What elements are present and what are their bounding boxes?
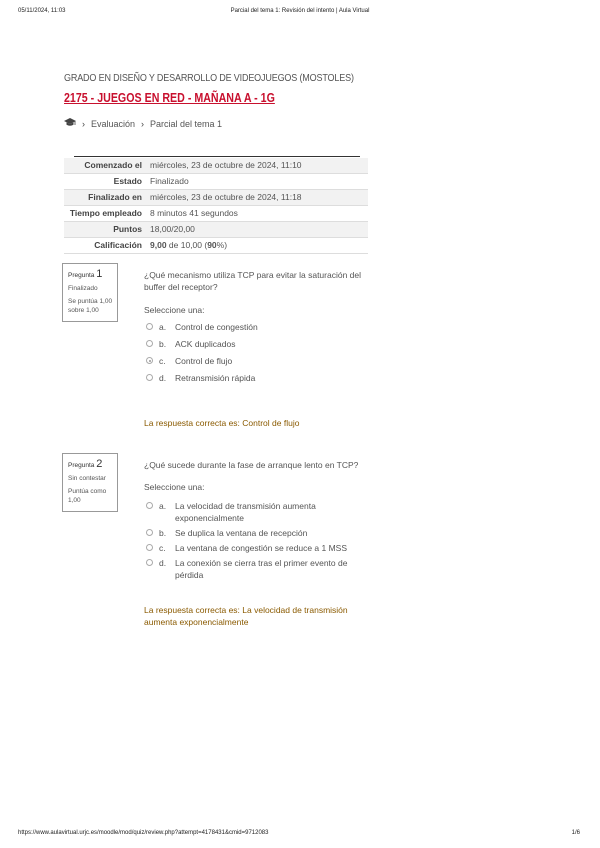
question-prompt-1: Seleccione una:: [144, 305, 205, 315]
summary-row-finished: [64, 190, 368, 206]
answer-option[interactable]: d. Retransmisión rápida: [146, 372, 366, 384]
question-label: Pregunta: [68, 462, 95, 469]
grade-score: 9,00: [150, 240, 167, 250]
correct-answer-feedback-1: La respuesta correcta es: Control de flujo: [144, 418, 300, 428]
radio-button[interactable]: [146, 529, 153, 536]
print-url: https://www.aulavirtual.urjc.es/moodle/mod/quiz/review.php?attempt=4178431&cmid=9712083: [18, 830, 269, 836]
question-info-2: [62, 453, 118, 512]
question-prompt-2: Seleccione una:: [144, 482, 205, 492]
answer-option[interactable]: d. La conexión se cierra tras el primer evento de pérdida: [146, 557, 366, 581]
grade-percent: 90: [207, 240, 217, 250]
question-status: Finalizado: [68, 285, 98, 292]
grade-suffix: %): [216, 240, 228, 250]
question-label: Pregunta: [68, 272, 95, 279]
radio-button[interactable]: [146, 374, 153, 381]
summary-label: Comenzado el: [84, 160, 142, 170]
chevron-right-icon: ›: [141, 118, 145, 129]
print-datetime: 05/11/2024, 11:03: [18, 8, 66, 14]
question-number: 2: [96, 458, 103, 470]
question-score: Puntúa como 1,00: [68, 488, 107, 504]
summary-row-points: [64, 222, 368, 238]
breadcrumb: [64, 118, 222, 129]
summary-row-grade: [64, 238, 368, 254]
summary-row-state: [64, 174, 368, 190]
answer-option-selected[interactable]: c. Control de flujo: [146, 355, 366, 367]
answer-option[interactable]: a. Control de congestión: [146, 321, 366, 333]
question-text-1: ¿Qué mecanismo utiliza TCP para evitar la saturación del buffer del receptor?: [144, 270, 362, 292]
chevron-right-icon: ›: [82, 118, 85, 129]
summary-label: Estado: [113, 176, 142, 186]
graduation-cap-icon[interactable]: [64, 118, 76, 129]
radio-button[interactable]: [146, 559, 153, 566]
question-score: Se puntúa 1,00 sobre 1,00: [68, 298, 113, 314]
course-category[interactable]: GRADO EN DISEÑO Y DESARROLLO DE VIDEOJUEGOS (MOSTOLES): [64, 72, 354, 84]
print-page-title: Parcial del tema 1: Revisión del intento | Aula Virtual: [230, 8, 370, 14]
breadcrumb-item-evaluacion[interactable]: Evaluación: [91, 118, 136, 129]
summary-value: 8 minutos 41 segundos: [150, 208, 238, 218]
summary-row-started: [64, 158, 368, 174]
correct-answer-feedback-2: La respuesta correcta es: La velocidad de transmisión aumenta exponencialmente: [144, 605, 348, 627]
question-info-1: [62, 263, 118, 322]
summary-value: miércoles, 23 de octubre de 2024, 11:18: [150, 192, 302, 202]
radio-button-checked[interactable]: [146, 357, 153, 364]
question-number: 1: [96, 268, 103, 280]
answer-option[interactable]: c. La ventana de congestión se reduce a 1 MSS: [146, 542, 366, 554]
course-title-link[interactable]: 2175 - JUEGOS EN RED - MAÑANA A - 1G: [64, 90, 275, 105]
answer-list-1: [146, 321, 366, 389]
radio-button[interactable]: [146, 323, 153, 330]
summary-value: 18,00/20,00: [150, 224, 195, 234]
summary-label: Finalizado en: [88, 192, 142, 202]
radio-button[interactable]: [146, 340, 153, 347]
question-text-2: ¿Qué sucede durante la fase de arranque lento en TCP?: [144, 460, 359, 470]
summary-label: Tiempo empleado: [69, 208, 142, 218]
radio-button[interactable]: [146, 502, 153, 509]
grade-text: de 10,00 (: [168, 240, 208, 250]
summary-value: miércoles, 23 de octubre de 2024, 11:10: [150, 160, 302, 170]
answer-option[interactable]: a. La velocidad de transmisión aumenta exponencialmente: [146, 500, 366, 524]
answer-list-2: [146, 500, 366, 584]
print-page-number: 1/6: [571, 830, 580, 836]
summary-value: [146, 238, 368, 254]
summary-row-time: [64, 206, 368, 222]
summary-value: Finalizado: [150, 176, 189, 186]
question-status: Sin contestar: [68, 475, 106, 482]
summary-label: Calificación: [94, 240, 142, 250]
radio-button[interactable]: [146, 544, 153, 551]
summary-label: Puntos: [113, 224, 142, 234]
breadcrumb-item-parcial[interactable]: Parcial del tema 1: [150, 118, 223, 129]
answer-option[interactable]: b. ACK duplicados: [146, 338, 366, 350]
answer-option[interactable]: b. Se duplica la ventana de recepción: [146, 527, 366, 539]
